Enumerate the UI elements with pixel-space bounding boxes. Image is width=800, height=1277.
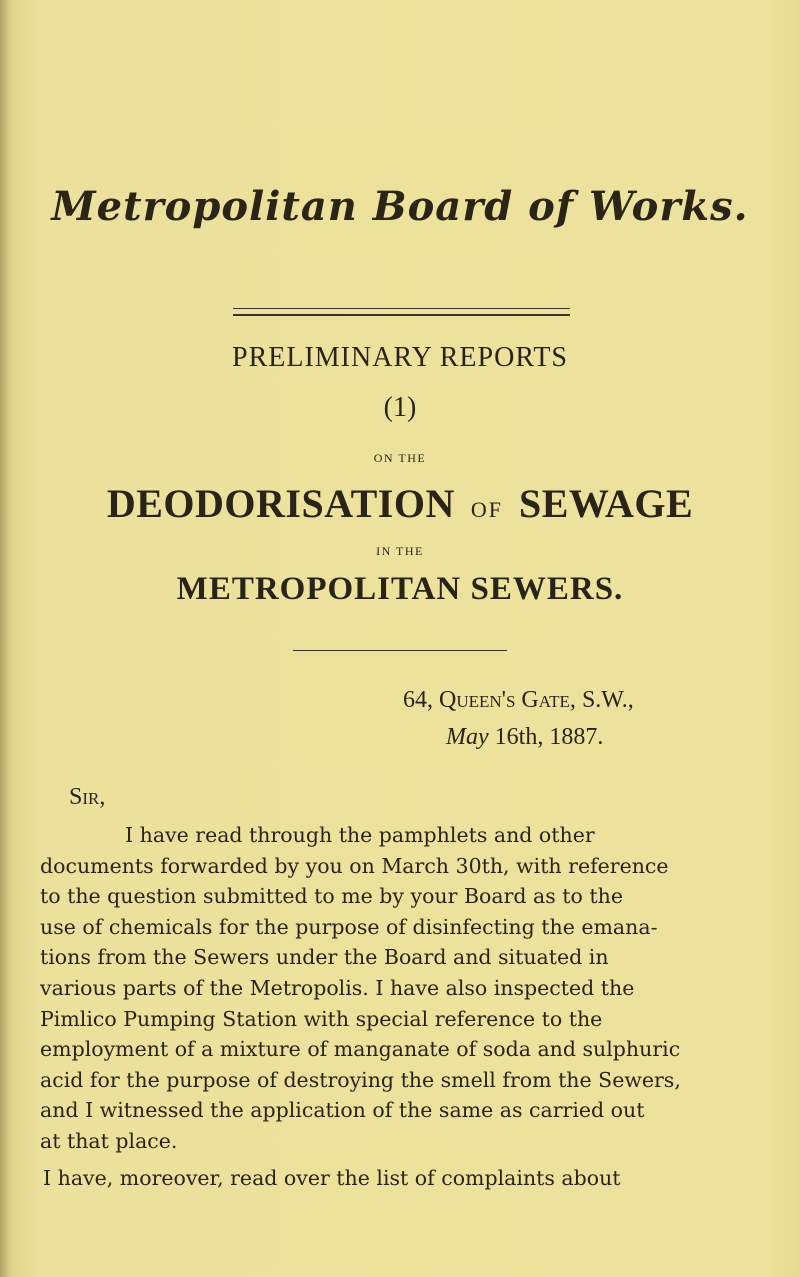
paragraph-line: I have, moreover, read over the list of complaints about <box>43 1166 621 1190</box>
heading-deodorisation: DEODORISATION <box>106 481 455 526</box>
date-month: May <box>446 724 489 750</box>
paragraph-line: documents forwarded by you on March 30th, with reference <box>40 853 669 878</box>
heading-deodorisation-of-sewage <box>0 480 800 527</box>
date-day-year: 16th, 1887. <box>494 724 604 750</box>
paragraph-line: use of chemicals for the purpose of disinfecting the emana- <box>40 914 658 939</box>
heading-of: OF <box>470 497 503 522</box>
letter-paragraph-2 <box>40 1163 752 1194</box>
address-district: S.W., <box>581 687 634 713</box>
paragraph-line: at that place. <box>40 1128 178 1153</box>
board-title: Metropolitan Board of Works. <box>51 183 749 230</box>
paragraph-line: Pimlico Pumping Station with special reference to the <box>40 1006 603 1031</box>
paragraph-line: and I witnessed the application of the same as carried out <box>40 1098 645 1123</box>
heading-metropolitan-sewers: METROPOLITAN SEWERS. <box>176 571 624 607</box>
heading-preliminary-reports: PRELIMINARY REPORTS <box>232 342 568 373</box>
paragraph-line: I have read through the pamphlets and other <box>125 823 595 847</box>
paragraph-line: acid for the purpose of destroying the smell from the Sewers, <box>40 1067 681 1092</box>
single-rule-divider <box>293 650 507 651</box>
letter-salutation: Sir, <box>69 784 106 810</box>
double-rule-divider <box>233 308 570 316</box>
letter-date <box>446 724 603 751</box>
heading-on-the: ON THE <box>373 451 427 465</box>
address-number: 64, <box>403 687 433 713</box>
paragraph-line: various parts of the Metropolis. I have also inspected the <box>40 975 635 1000</box>
heading-report-number: (1) <box>383 392 417 423</box>
letter-address <box>403 687 634 714</box>
paragraph-line: to the question submitted to me by your Board as to the <box>40 884 623 909</box>
heading-sewage: SEWAGE <box>519 481 694 526</box>
paragraph-line: tions from the Sewers under the Board and situated in <box>40 945 609 970</box>
heading-in-the: IN THE <box>376 544 424 558</box>
address-street: Queen's Gate, <box>439 687 576 713</box>
letter-paragraph-1 <box>40 820 752 1157</box>
paragraph-line: employment of a mixture of manganate of soda and sulphuric <box>40 1037 681 1062</box>
